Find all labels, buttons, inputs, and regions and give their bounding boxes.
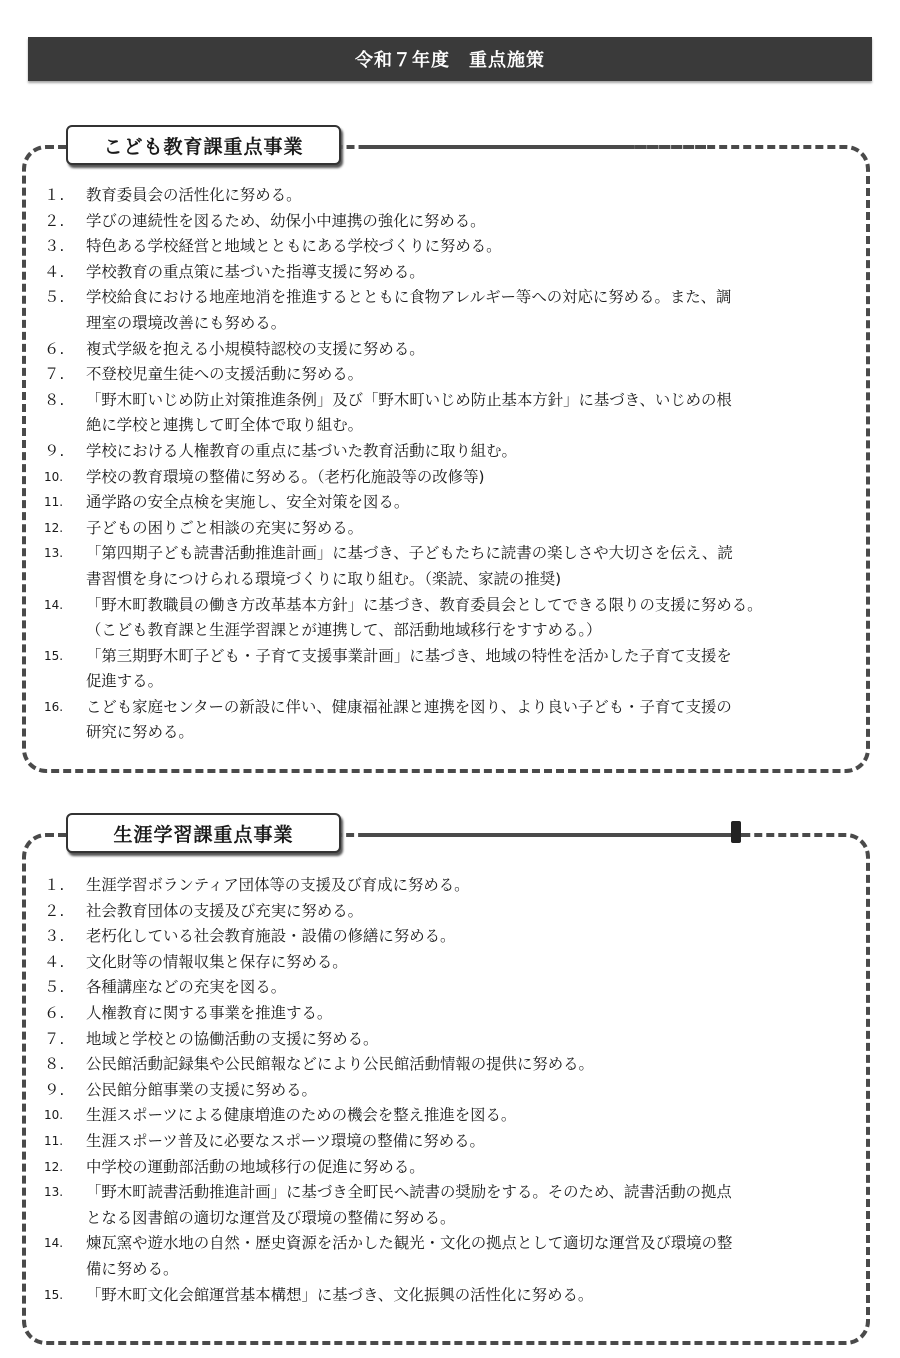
list-item <box>44 209 852 235</box>
list-item-continuation <box>44 1206 852 1232</box>
list-item <box>44 1180 852 1206</box>
list-item-continuation <box>44 618 852 644</box>
item-number: １. <box>44 876 65 894</box>
item-text: 研究に努める。 <box>86 723 194 742</box>
item-text: 「野木町文化会館運営基本構想」に基づき、文化振興の活性化に努める。 <box>86 1285 594 1304</box>
list-item <box>44 1231 852 1257</box>
item-text: 「野木町いじめ防止対策推進条例」及び「野木町いじめ防止基本方針」に基づき、いじめの根 <box>86 390 732 409</box>
list-item <box>44 899 852 925</box>
item-number <box>44 567 86 593</box>
list-item <box>44 1129 852 1155</box>
list-item <box>44 337 852 363</box>
item-number <box>44 669 86 695</box>
list-item <box>44 924 852 950</box>
item-text: 社会教育団体の支援及び充実に努める。 <box>86 901 364 920</box>
title-dash-line <box>366 145 706 149</box>
item-text: 公民館活動記録集や公民館報などにより公民館活動情報の提供に努める。 <box>86 1055 594 1074</box>
title-dash-line <box>366 833 746 837</box>
item-text: 複式学級を抱える小規模特認校の支援に努める。 <box>86 339 425 358</box>
list-item <box>44 490 852 516</box>
list-item <box>44 362 852 388</box>
item-text: 「第三期野木町子ども・子育て支援事業計画」に基づき、地域の特性を活かした子育て支援を <box>86 646 732 665</box>
item-text: 人権教育に関する事業を推進する。 <box>86 1003 333 1022</box>
item-text: 公民館分館事業の支援に努める。 <box>86 1080 317 1099</box>
item-list <box>44 183 852 746</box>
list-item-continuation <box>44 413 852 439</box>
item-text: 理室の環境改善にも努める。 <box>86 313 287 332</box>
item-number: ５. <box>44 288 65 307</box>
item-number: 16. <box>44 699 64 714</box>
item-text: 学校の教育環境の整備に努める。（老朽化施設等の改修等) <box>86 467 485 486</box>
item-number <box>44 720 86 746</box>
item-text: 特色ある学校経営と地域とともにある学校づくりに努める。 <box>86 237 502 256</box>
section-shogai-gakushu <box>22 823 870 1345</box>
item-number: ６. <box>44 1003 65 1022</box>
item-number: ２. <box>44 211 65 230</box>
item-text: 絶に学校と連携して町全体で取り組む。 <box>86 416 364 435</box>
item-text: 書習慣を身につけられる環境づくりに取り組む。（楽読、家読の推奨) <box>86 569 562 588</box>
list-item <box>44 465 852 491</box>
item-number <box>44 413 86 439</box>
item-text: 生涯スポーツによる健康増進のための機会を整え推進を図る。 <box>86 1106 517 1125</box>
list-item <box>44 516 852 542</box>
list-item <box>44 975 852 1001</box>
item-text: となる図書館の適切な運営及び環境の整備に努める。 <box>86 1208 456 1227</box>
list-item-continuation <box>44 1257 852 1283</box>
item-number: ２. <box>44 901 65 920</box>
marker-mark <box>731 821 741 843</box>
section-title: 生涯学習課重点事業 <box>66 813 341 853</box>
item-text: 地域と学校との協働活動の支援に努める。 <box>86 1029 379 1048</box>
list-item <box>44 950 852 976</box>
item-number: ５. <box>44 978 65 997</box>
item-number: １. <box>44 186 65 204</box>
item-number: ８. <box>44 1055 65 1074</box>
section-kodomo-kyoiku <box>22 135 870 773</box>
item-number: 12. <box>44 1159 64 1174</box>
item-text: 生涯スポーツ普及に必要なスポーツ環境の整備に努める。 <box>86 1131 485 1150</box>
item-number: 15. <box>44 648 64 663</box>
item-number <box>44 1257 86 1283</box>
list-item <box>44 183 852 209</box>
item-number: 13. <box>44 1185 64 1200</box>
list-item <box>44 1001 852 1027</box>
item-text: 学校教育の重点策に基づいた指導支援に努める。 <box>86 262 425 281</box>
item-number: ６. <box>44 339 65 358</box>
item-number: 11. <box>44 1133 64 1148</box>
item-text: 促進する。 <box>86 672 163 691</box>
item-text: 不登校児童生徒への支援活動に努める。 <box>86 365 364 384</box>
list-item <box>44 541 852 567</box>
item-number: ４. <box>44 262 65 281</box>
item-text: 備に努める。 <box>86 1259 179 1278</box>
item-text: 教育委員会の活性化に努める。 <box>86 186 302 204</box>
item-text: 「野木町読書活動推進計画」に基づき全町民へ読書の奨励をする。そのため、読書活動の拠点 <box>86 1183 732 1202</box>
list-item-continuation <box>44 720 852 746</box>
list-item <box>44 1078 852 1104</box>
item-number: ４. <box>44 952 65 971</box>
item-number: 12. <box>44 520 64 535</box>
item-number <box>44 311 86 337</box>
item-text: 「野木町教職員の働き方改革基本方針」に基づき、教育委員会としてできる限りの支援に努める。 <box>86 595 763 614</box>
item-number: 15. <box>44 1287 64 1302</box>
item-text: 老朽化している社会教育施設・設備の修繕に努める。 <box>86 927 456 946</box>
item-number: 14. <box>44 597 64 612</box>
item-text: 学校における人権教育の重点に基づいた教育活動に取り組む。 <box>86 441 517 460</box>
item-number: ３. <box>44 927 65 946</box>
page-title: 令和７年度 重点施策 <box>28 37 872 81</box>
item-number: 10. <box>44 469 64 484</box>
item-text: 通学路の安全点検を実施し、安全対策を図る。 <box>86 493 410 512</box>
list-item <box>44 695 852 721</box>
list-item <box>44 1283 852 1309</box>
item-number: 10. <box>44 1108 64 1123</box>
item-number: ９. <box>44 441 65 460</box>
item-number: ７. <box>44 365 65 384</box>
item-number <box>44 618 86 644</box>
list-item <box>44 439 852 465</box>
item-number: 14. <box>44 1236 64 1251</box>
item-text: 各種講座などの充実を図る。 <box>86 978 287 997</box>
list-item <box>44 593 852 619</box>
item-number: ７. <box>44 1029 65 1048</box>
list-item <box>44 644 852 670</box>
item-text: 中学校の運動部活動の地域移行の促進に努める。 <box>86 1157 425 1176</box>
list-item <box>44 1103 852 1129</box>
list-item <box>44 1155 852 1181</box>
item-number: 13. <box>44 546 64 561</box>
item-text: 生涯学習ボランティア団体等の支援及び育成に努める。 <box>86 876 470 894</box>
list-item-continuation <box>44 567 852 593</box>
item-number: ８. <box>44 390 65 409</box>
list-item <box>44 1052 852 1078</box>
item-text: （こども教育課と生涯学習課とが連携して、部活動地域移行をすすめる。） <box>86 621 602 640</box>
item-text: 文化財等の情報収集と保存に努める。 <box>86 952 348 971</box>
item-number: ９. <box>44 1080 65 1099</box>
list-item-continuation <box>44 311 852 337</box>
item-number: ３. <box>44 237 65 256</box>
list-item <box>44 873 852 899</box>
list-item <box>44 234 852 260</box>
item-number <box>44 1206 86 1232</box>
list-item-continuation <box>44 669 852 695</box>
section-title: こども教育課重点事業 <box>66 125 341 165</box>
item-list <box>44 873 852 1308</box>
item-text: 学びの連続性を図るため、幼保小中連携の強化に努める。 <box>86 211 486 230</box>
item-text: 煉瓦窯や遊水地の自然・歴史資源を活かした観光・文化の拠点として適切な運営及び環境の整 <box>86 1234 733 1253</box>
item-text: こども家庭センターの新設に伴い、健康福祉課と連携を図り、より良い子ども・子育て支援の <box>86 697 732 716</box>
list-item <box>44 285 852 311</box>
list-item <box>44 388 852 414</box>
list-item <box>44 1027 852 1053</box>
item-number: 11. <box>44 495 64 510</box>
item-text: 学校給食における地産地消を推進するとともに食物アレルギー等への対応に努める。また、調 <box>86 288 732 307</box>
list-item <box>44 260 852 286</box>
item-text: 「第四期子ども読書活動推進計画」に基づき、子どもたちに読書の楽しさや大切さを伝え、読 <box>86 544 733 563</box>
item-text: 子どもの困りごと相談の充実に努める。 <box>86 518 364 537</box>
